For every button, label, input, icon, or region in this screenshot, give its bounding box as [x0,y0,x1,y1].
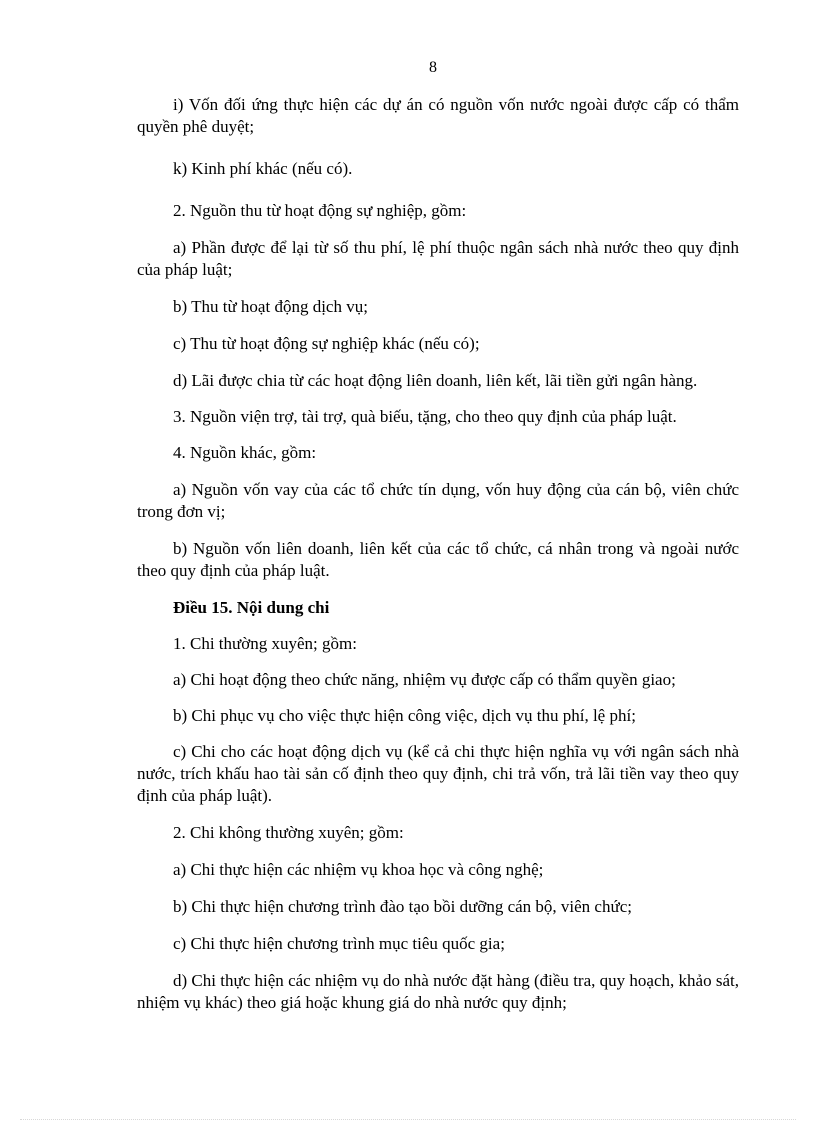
document-body [137,94,739,1014]
paragraph-4: 4. Nguồn khác, gồm: [173,443,317,462]
paragraph-chi-2a: a) Chi thực hiện các nhiệm vụ khoa học và công nghệ; [173,860,544,879]
paragraph-chi-2b: b) Chi thực hiện chương trình đào tạo bồi dưỡng cán bộ, viên chức; [173,897,632,916]
paragraph-1i: i) Vốn đối ứng thực hiện các dự án có nguồn vốn nước ngoài được cấp có thẩm quyền phê duyệt; [137,95,739,136]
paragraph-chi-1a: a) Chi hoạt động theo chức năng, nhiệm vụ được cấp có thẩm quyền giao; [173,670,676,689]
page-bottom-divider [20,1119,796,1120]
paragraph-chi-1b: b) Chi phục vụ cho việc thực hiện công việc, dịch vụ thu phí, lệ phí; [173,706,636,725]
paragraph-2c: c) Thu từ hoạt động sự nghiệp khác (nếu có); [173,334,480,353]
paragraph-2b: b) Thu từ hoạt động dịch vụ; [173,297,368,316]
paragraph-1k: k) Kinh phí khác (nếu có). [173,159,353,178]
paragraph-chi-2c: c) Chi thực hiện chương trình mục tiêu quốc gia; [173,934,505,953]
paragraph-4b: b) Nguồn vốn liên doanh, liên kết của các tổ chức, cá nhân trong và ngoài nước theo quy định của pháp luật. [137,539,739,580]
page-number: 8 [429,59,437,76]
paragraph-4a: a) Nguồn vốn vay của các tổ chức tín dụng, vốn huy động của cán bộ, viên chức trong đơn vị; [137,480,739,521]
paragraph-2: 2. Nguồn thu từ hoạt động sự nghiệp, gồm: [173,201,467,220]
paragraph-2d: d) Lãi được chia từ các hoạt động liên doanh, liên kết, lãi tiền gửi ngân hàng. [173,371,698,390]
paragraph-chi-1c: c) Chi cho các hoạt động dịch vụ (kể cả chi thực hiện nghĩa vụ với ngân sách nhà nước, trích khấu hao tài sản cố định theo quy định, chi trả vốn, trả lãi tiền vay theo quy định của pháp luật). [137,742,739,805]
paragraph-chi-2d: d) Chi thực hiện các nhiệm vụ do nhà nước đặt hàng (điều tra, quy hoạch, khảo sát, nhiệm vụ khác) theo giá hoặc khung giá do nhà nước quy định; [137,971,739,1012]
paragraph-2a: a) Phần được để lại từ số thu phí, lệ phí thuộc ngân sách nhà nước theo quy định của pháp luật; [137,238,739,279]
paragraph-chi-2: 2. Chi không thường xuyên; gồm: [173,823,404,842]
paragraph-chi-1: 1. Chi thường xuyên; gồm: [173,634,357,653]
paragraph-3: 3. Nguồn viện trợ, tài trợ, quà biếu, tặng, cho theo quy định của pháp luật. [173,407,677,426]
article-15-heading: Điều 15. Nội dung chi [173,598,330,617]
